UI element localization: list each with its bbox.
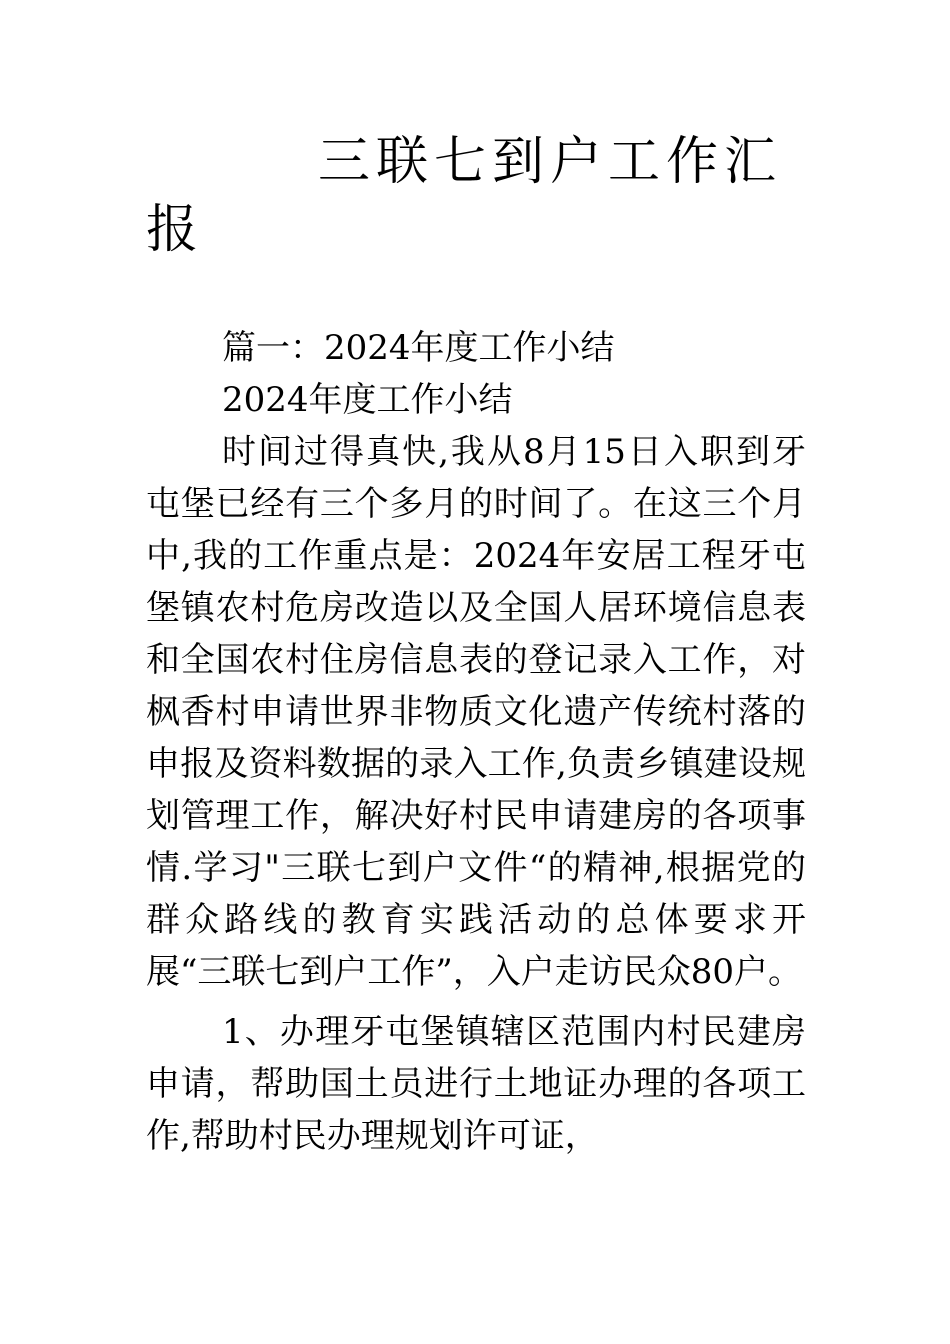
section-heading: 篇一：2024年度工作小结 xyxy=(222,328,615,368)
paragraph: 时间过得真快,我从8月15日入职到牙屯堡已经有三个多月的时间了。在这三个月中,我的工作重点是：2024年安居工程牙屯堡镇农村危房改造以及全国人居环境信息表和全国农村住房信息表的登记录入工作，对枫香村申请世界非物质文化遗产传统村落的申报及资料数据的录入工作,负责乡镇建设规划管理工作，解决好村民申请建房的各项事情.学习"三联七到户文件“的精神,根据党的群众路线的教育实践活动的总体要求开展“三联七到户工作”，入户走访民众80户。 xyxy=(146,432,806,992)
sub-heading: 2024年度工作小结 xyxy=(222,380,513,420)
document-body xyxy=(146,322,806,1162)
list-item-paragraph: 1、办理牙屯堡镇辖区范围内村民建房申请，帮助国土员进行土地证办理的各项工作,帮助村民办理规划许可证， xyxy=(146,1012,806,1156)
document-title: 三联七到户工作汇报 xyxy=(146,132,783,260)
